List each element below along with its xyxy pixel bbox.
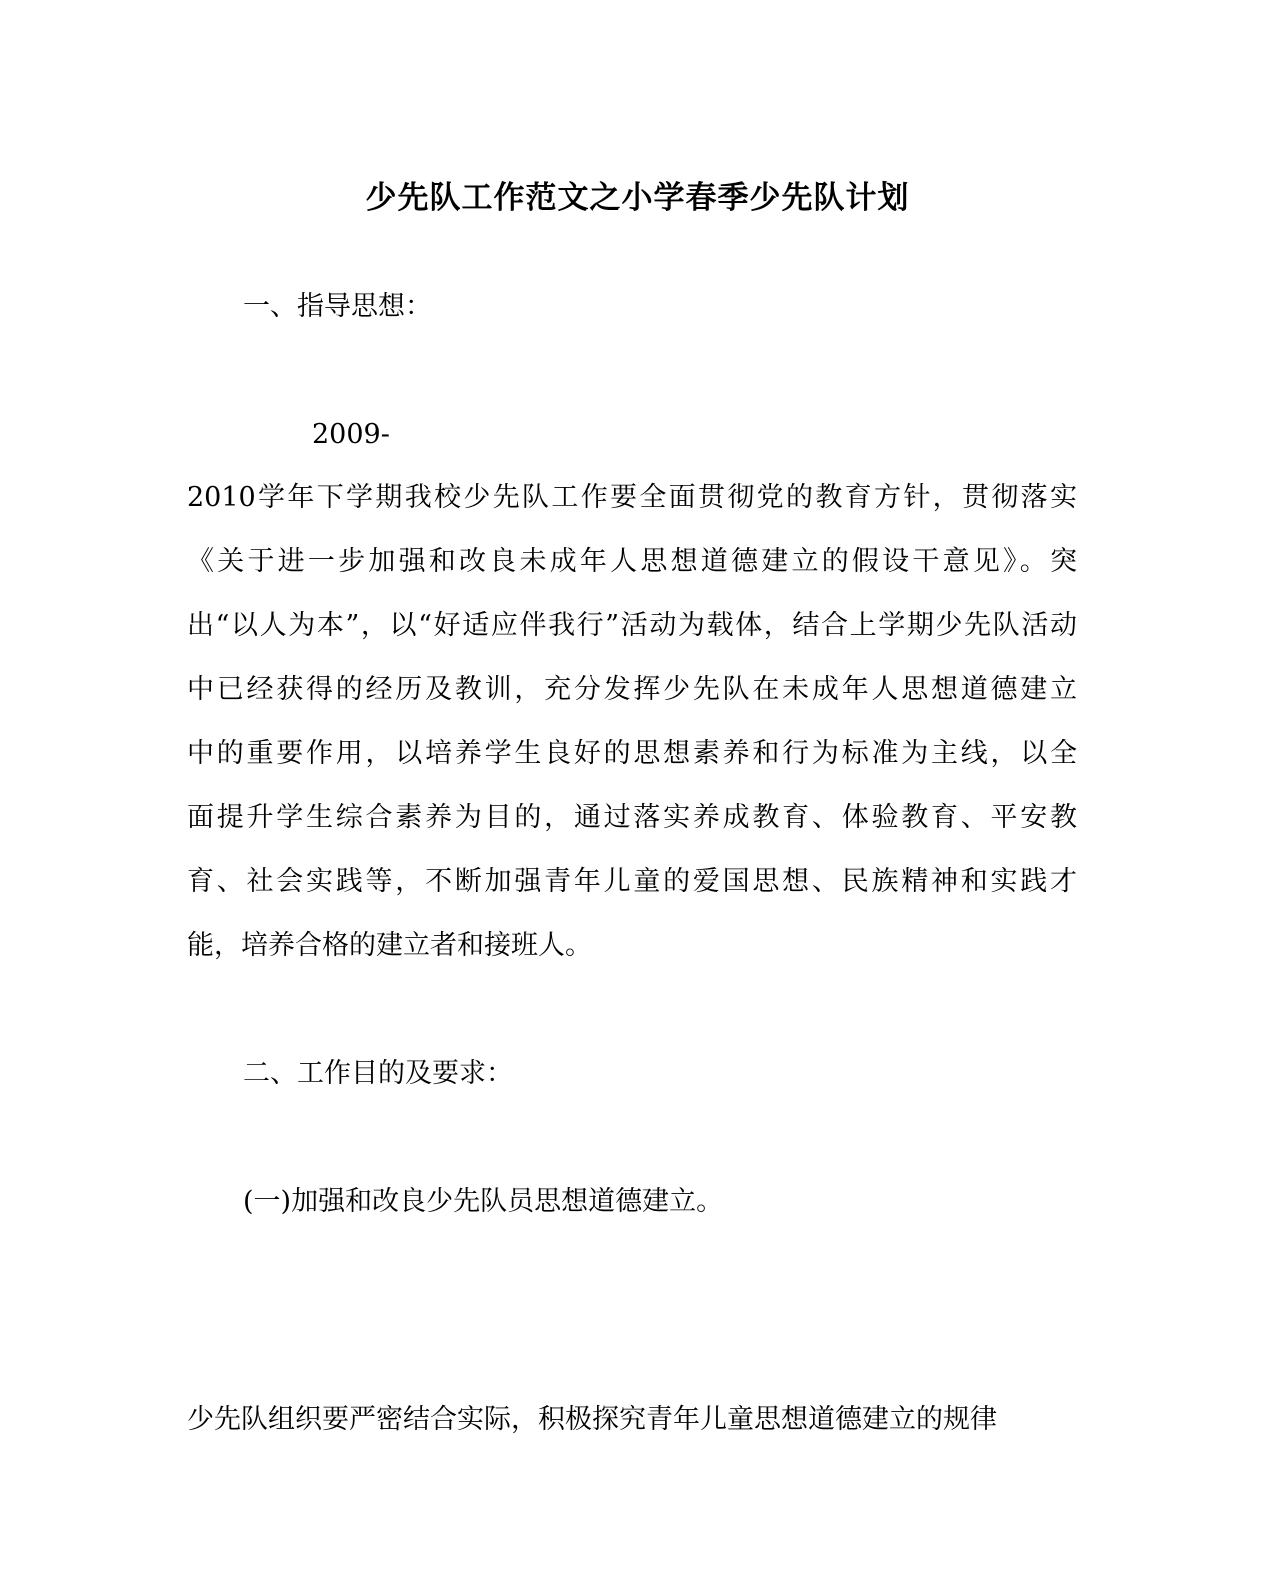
paragraph-line: 出“以人为本”，以“好适应伴我行”活动为载体，结合上学期少先队活动 <box>187 610 1077 641</box>
paragraph-line: 中的重要作用，以培养学生良好的思想素养和行为标准为主线，以全 <box>187 738 1077 769</box>
paragraph-line: 2010学年下学期我校少先队工作要全面贯彻党的教育方针，贯彻落实 <box>187 482 1077 513</box>
section-heading-goals: 二、工作目的及要求： <box>243 1058 513 1089</box>
paragraph-line: 能，培养合格的建立者和接班人。 <box>187 930 592 961</box>
document-title: 少先队工作范文之小学春季少先队计划 <box>365 180 910 216</box>
section-heading-guiding-ideology: 一、指导思想： <box>243 291 432 322</box>
paragraph-line: 育、社会实践等，不断加强青年儿童的爱国思想、民族精神和实践才 <box>187 866 1077 897</box>
paragraph-line: 面提升学生综合素养为目的，通过落实养成教育、体验教育、平安教 <box>187 802 1077 833</box>
paragraph-line: 中已经获得的经历及教训，充分发挥少先队在未成年人思想道德建立 <box>187 674 1077 705</box>
paragraph-line: 《关于进一步加强和改良未成年人思想道德建立的假设干意见》。突 <box>187 546 1077 577</box>
paragraph-line: 少先队组织要严密结合实际，积极探究青年儿童思想道德建立的规律 <box>187 1404 997 1435</box>
paragraph-year-fragment: 2009- <box>312 419 390 450</box>
subsection-heading: (一)加强和改良少先队员思想道德建立。 <box>243 1186 724 1217</box>
